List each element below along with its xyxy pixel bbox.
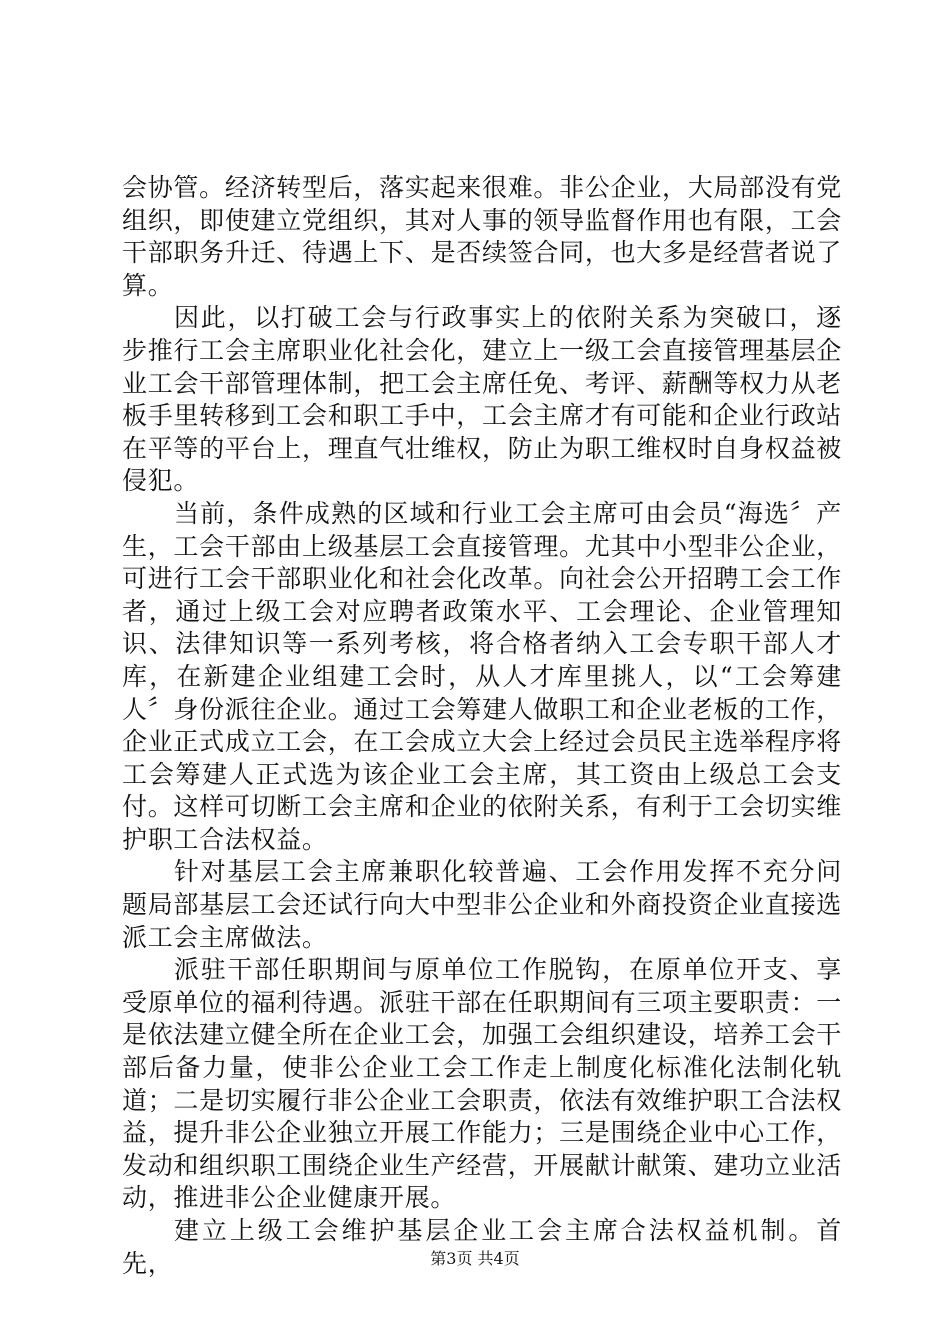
paragraph-3: 当前，条件成熟的区域和行业工会主席可由会员“海选〞产生，工会干部由上级基层工会直接管理。尤其中小型非公企业，可进行工会干部职业化和社会化改革。向社会公开招聘工会工作者，通过上级工会对应聘者政策水平、工会理论、企业管理知识、法律知识等一系列考核，将合格者纳入工会专职干部人才库，在新建企业组建工会时，从人才库里挑人，以“工会筹建人〞身份派往企业。通过工会筹建人做职工和企业老板的工作，企业正式成立工会，在工会成立大会上经过会员民主选举程序将工会筹建人正式选为该企业工会主席，其工资由上级总工会支付。这样可切断工会主席和企业的依附关系，有利于工会切实维护职工合法权益。 [122,498,842,854]
paragraph-1: 会协管。经济转型后，落实起来很难。非公企业，大局部没有党组织，即使建立党组织，其对人事的领导监督作用也有限，工会干部职务升迁、待遇上下、是否续签合同，也大多是经营者说了算。 [122,173,842,300]
paragraph-5: 派驻干部任职期间与原单位工作脱钩，在原单位开支、享受原单位的福利待遇。派驻干部在任职期间有三项主要职责：一是依法建立健全所在企业工会，加强工会组织建设，培养工会干部后备力量，使非公企业工会工作走上制度化标准化法制化轨道；二是切实履行非公企业工会职责，依法有效维护职工合法权益，提升非公企业独立开展工作能力；三是围绕企业中心工作，发动和组织职工围绕企业生产经营，开展献计献策、建功立业活动，推进非公企业健康开展。 [122,955,842,1213]
page-footer: 第3页 共4页 [430,1249,520,1268]
paragraph-4: 针对基层工会主席兼职化较普遍、工会作用发挥不充分问题局部基层工会还试行向大中型非公企业和外商投资企业直接选派工会主席做法。 [122,857,842,952]
paragraph-2: 因此，以打破工会与行政事实上的依附关系为突破口，逐步推行工会主席职业化社会化，建立上一级工会直接管理基层企业工会干部管理体制，把工会主席任免、考评、薪酬等权力从老板手里转移到工会和职工手中，工会主席才有可能和企业行政站在平等的平台上，理直气壮维权，防止为职工维权时自身权益被侵犯。 [122,303,842,496]
paragraph-6: 建立上级工会维护基层企业工会主席合法权益机制。首先， [122,1216,842,1278]
document-body [122,172,842,1280]
